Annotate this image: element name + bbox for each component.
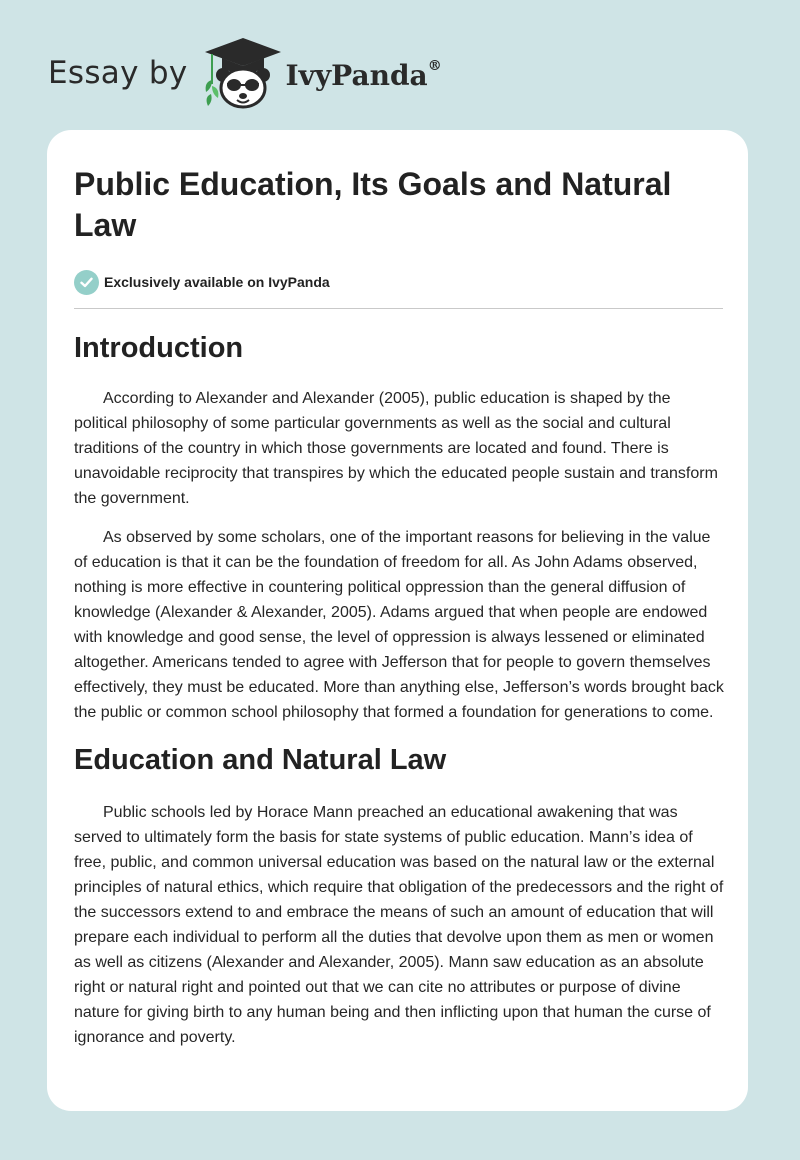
paragraph: Public schools led by Horace Mann preached an educational awakening that was served to ultimately form the basis for state systems of public education. Mann’s idea of free, public, and common universal education was based on the natural law or the external principles of natural ethics, which require that obligation of the predecessors and the right of the successors extend to and embrace the means of such an amount of education that will prepare each individual to perform all the duties that devolve upon them as men or women as well as citizens (Alexander and Alexander, 2005). Mann saw education as an absolute right or natural right and pointed out that we can cite no attributes or purpose of divine nature for giving birth to any human being and then inflicting upon that human the curse of ignorance and poverty.	[74, 804, 724, 1046]
paragraph: As observed by some scholars, one of the important reasons for believing in the value of education is that it can be the foundation of freedom for all. As John Adams observed, nothing is more effective in countering political oppression than the general diffusion of knowledge (Alexander & Alexander, 2005). Adams argued that when people are endowed with knowledge and good sense, the level of oppression is always lessened or eliminated altogether. Americans tended to agree with Jefferson that for people to govern themselves effectively, they must be educated. More than anything else, Jefferson’s words brought back the public or common school philosophy that formed a foundation for generations to come.	[74, 529, 724, 721]
article-card	[47, 130, 748, 1111]
brand-name-text: IvyPanda	[285, 58, 428, 92]
exclusive-text: Exclusively available on IvyPanda	[104, 274, 330, 290]
paragraph: According to Alexander and Alexander (2005), public education is shaped by the political philosophy of some particular governments as well as the social and cultural traditions of the country in which those governments are located and found. There is unavoidable reciprocity that transpires by which the educated people sustain and transform the government.	[74, 390, 718, 507]
site-header	[48, 36, 442, 110]
page-title: Public Education, Its Goals and Natural Law	[74, 166, 672, 243]
section-heading-introduction: Introduction	[74, 332, 244, 364]
divider	[74, 308, 723, 309]
exclusive-badge	[74, 269, 722, 295]
section-heading-education-natural-law: Education and Natural Law	[74, 744, 447, 776]
brand-prefix: Essay by	[48, 55, 188, 91]
checkmark-icon	[74, 270, 99, 295]
brand-name[interactable]	[286, 59, 442, 92]
panda-graduate-logo-icon[interactable]	[202, 36, 284, 110]
registered-mark: ®	[427, 58, 442, 75]
